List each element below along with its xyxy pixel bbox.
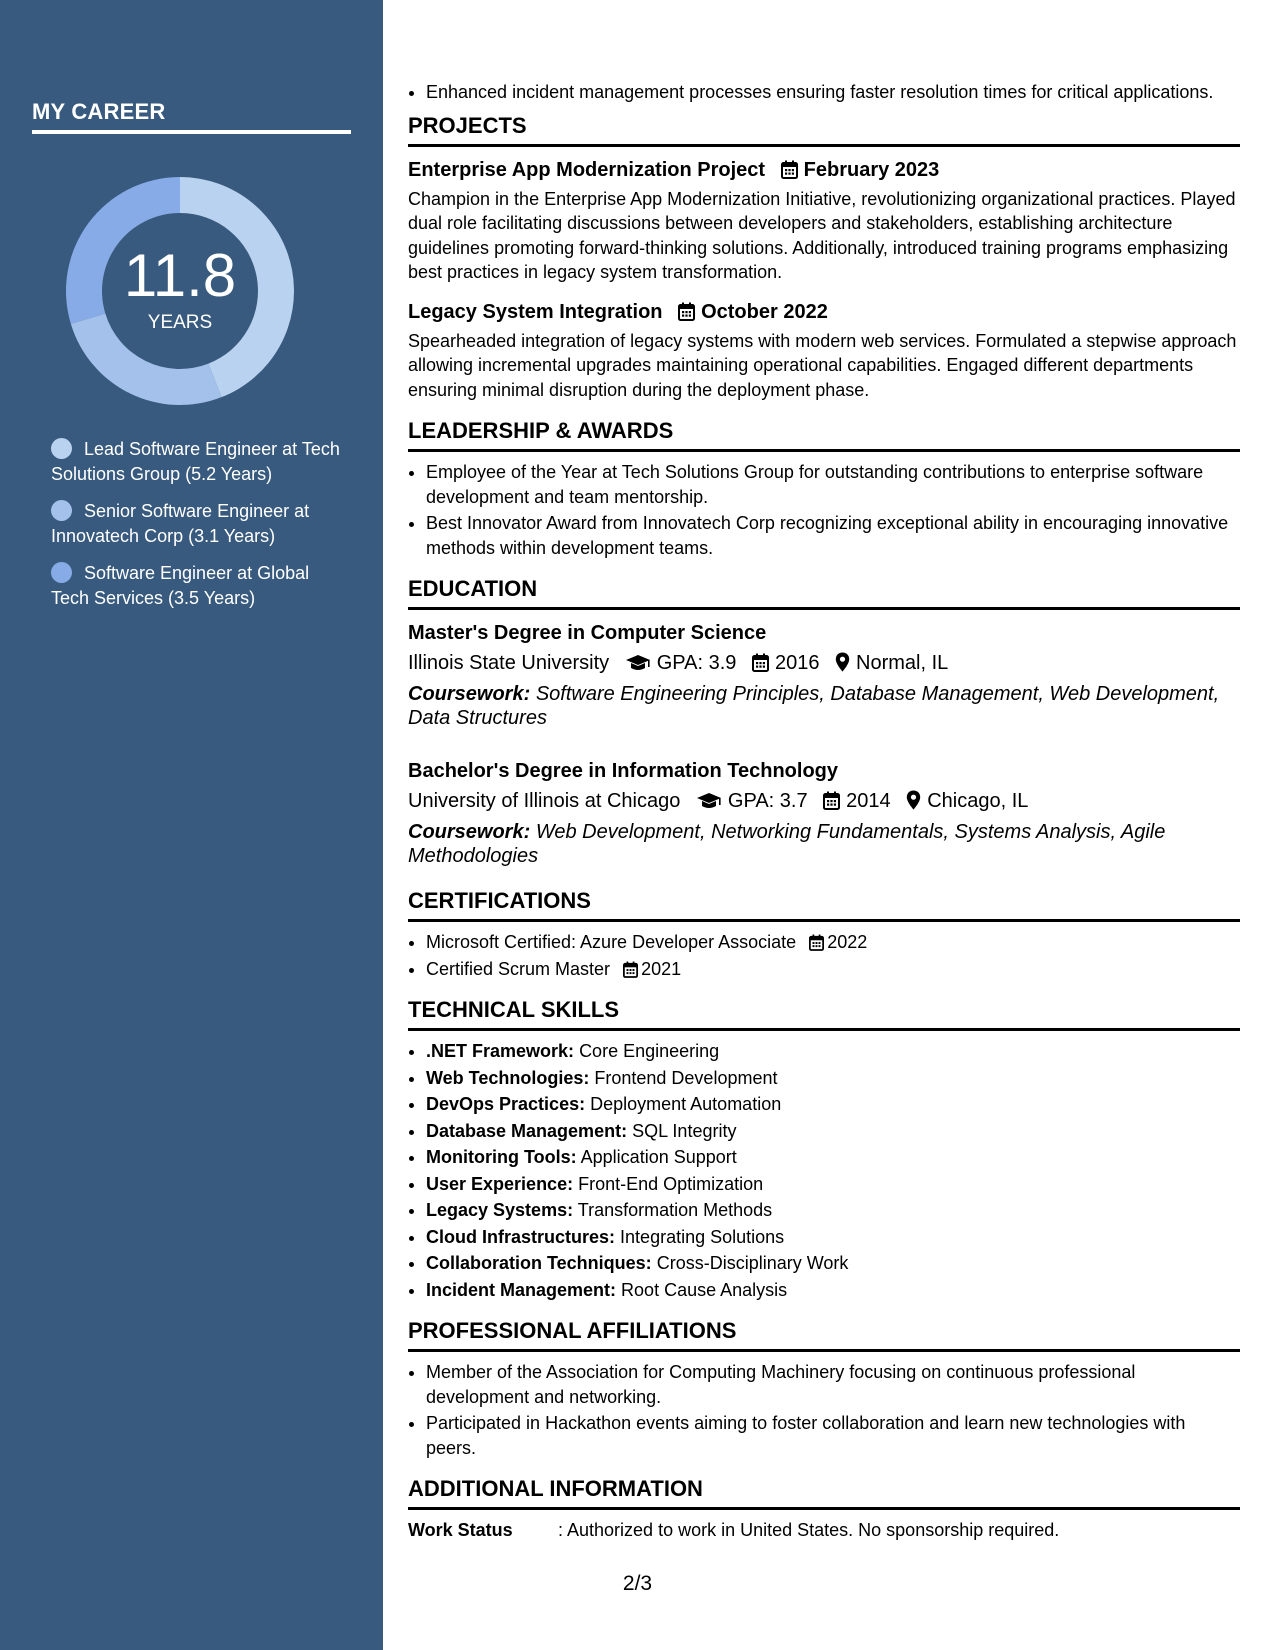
gpa-value: GPA: 3.7: [727, 790, 808, 812]
skill-value: Front-End Optimization: [578, 1173, 764, 1194]
skill-value: Root Cause Analysis: [621, 1279, 788, 1300]
project-date-text: February 2023: [803, 158, 940, 181]
project-description: Spearheaded integration of legacy systems with modern web services. Formulated a stepwise approach allowing incremental upgrades maintaining operational capabilities. Engaged different departments ensuring minimal disruption during the deployment phase.: [408, 330, 1237, 400]
list-item: [426, 1145, 1240, 1170]
list-item: • Enhanced incident management processes ensuring faster resolution times for critical applications.: [426, 80, 1240, 105]
skill-key: .NET Framework:: [426, 1041, 575, 1061]
graduation-cap-icon: [625, 654, 651, 672]
list-item: [426, 1225, 1240, 1250]
section-title-projects: PROJECTS: [408, 113, 1240, 147]
project-date-text: October 2022: [701, 300, 828, 323]
skill-key: Monitoring Tools:: [426, 1147, 577, 1167]
calendar-icon: [809, 934, 824, 951]
calendar-icon: [678, 302, 695, 321]
skill-value: Transformation Methods: [577, 1200, 773, 1220]
skill-key: DevOps Practices:: [426, 1094, 586, 1114]
section-title-certifications: CERTIFICATIONS: [408, 888, 1240, 922]
coursework-text: Web Development, Networking Fundamentals, Systems Analysis, Agile Methodologies: [408, 821, 1166, 867]
project-description: Champion in the Enterprise App Modernization Initiative, revolutionizing organizational practices. Played dual role facilitating discussions between developers and stakeholders, establishing architecture guidelines promoting forward-thinking solutions. Additionally, introduced training programs emphasizing best practices in legacy system transformation.: [408, 188, 1236, 282]
project-name: Enterprise App Modernization Project: [408, 158, 766, 181]
skill-value: Deployment Automation: [590, 1094, 782, 1114]
work-status-label: Work Status: [408, 1520, 513, 1540]
certification-name: Microsoft Certified: Azure Developer Associate: [426, 932, 797, 952]
certification-name: Certified Scrum Master: [426, 958, 611, 979]
coursework-label: Coursework:: [408, 683, 531, 705]
section-title-additional: ADDITIONAL INFORMATION: [408, 1476, 1240, 1510]
skill-key: Legacy Systems:: [426, 1200, 574, 1220]
list-item: • Participated in Hackathon events aiming to foster collaboration and learn new technologies with peers.: [426, 1411, 1240, 1460]
career-legend-item: [51, 561, 341, 611]
list-item: [426, 930, 1240, 955]
career-legend-item: [51, 437, 341, 487]
calendar-icon: [752, 653, 769, 672]
coursework-text: Software Engineering Principles, Database Management, Web Development, Data Structures: [408, 683, 1220, 729]
affiliations-list: [408, 1360, 1240, 1460]
career-legend-label: Senior Software Engineer at Innovatech Corp (3.1 Years): [51, 501, 310, 546]
career-legend-item: [51, 499, 341, 549]
career-title: MY CAREER: [32, 99, 166, 124]
skill-key: User Experience:: [426, 1173, 574, 1194]
skill-key: Database Management:: [426, 1120, 628, 1141]
experience-tail-list: [408, 80, 1240, 105]
school-name: University of Illinois at Chicago: [408, 790, 681, 812]
map-pin-icon: [835, 652, 850, 672]
work-status-value: : Authorized to work in United States. No sponsorship required.: [558, 1520, 1060, 1540]
section-title-education: EDUCATION: [408, 576, 1240, 610]
skill-value: Cross-Disciplinary Work: [656, 1253, 849, 1273]
list-item: [426, 1066, 1240, 1091]
skills-list: [408, 1039, 1240, 1302]
career-legend-label: Software Engineer at Global Tech Services (3.5 Years): [51, 563, 310, 608]
work-status-row: [408, 1518, 1240, 1543]
certification-year: 2021: [641, 958, 682, 979]
legend-dot: [51, 438, 72, 459]
education-details: [408, 650, 1240, 676]
skill-key: Web Technologies:: [426, 1067, 590, 1088]
career-title-rule: [32, 130, 351, 134]
list-item: • Member of the Association for Computing Machinery focusing on continuous professional development and networking.: [426, 1360, 1240, 1409]
school-name: Illinois State University: [408, 652, 610, 674]
list-item: [426, 1251, 1240, 1276]
skill-key: Collaboration Techniques:: [426, 1253, 652, 1273]
skill-value: Application Support: [580, 1147, 737, 1167]
page-number: 2/3: [622, 1572, 653, 1595]
list-item: [426, 1278, 1240, 1303]
coursework: [408, 682, 1240, 730]
leadership-list: [408, 460, 1240, 560]
list-item: • Employee of the Year at Tech Solutions Group for outstanding contributions to enterprise software development and team mentorship.: [426, 460, 1240, 509]
career-legend: [51, 437, 341, 623]
skill-key: Cloud Infrastructures:: [426, 1226, 616, 1247]
legend-dot: [51, 500, 72, 521]
calendar-icon: [623, 961, 638, 978]
total-years-unit: YEARS: [147, 312, 213, 333]
total-years-value: 11.8: [123, 242, 237, 309]
gpa-value: GPA: 3.9: [656, 652, 737, 674]
education-details: [408, 788, 1240, 814]
school-location: Chicago, IL: [927, 790, 1029, 812]
school-location: Normal, IL: [856, 652, 949, 674]
list-item: [426, 1039, 1240, 1064]
project-name: Legacy System Integration: [408, 300, 663, 323]
list-item: [426, 957, 1240, 982]
project-date: [781, 159, 940, 181]
section-title-skills: TECHNICAL SKILLS: [408, 997, 1240, 1031]
calendar-icon: [823, 791, 840, 810]
skill-value: Frontend Development: [594, 1067, 778, 1088]
coursework: [408, 820, 1240, 868]
project-date: [678, 301, 828, 323]
list-item: [426, 1119, 1240, 1144]
graduation-year: 2016: [774, 652, 820, 674]
sidebar: [0, 0, 383, 1650]
degree-title: Master's Degree in Computer Science: [408, 622, 767, 644]
section-title-leadership: LEADERSHIP & AWARDS: [408, 418, 1240, 452]
list-item: [426, 1092, 1240, 1117]
skill-value: SQL Integrity: [632, 1120, 737, 1141]
skill-value: Integrating Solutions: [620, 1226, 785, 1247]
calendar-icon: [781, 160, 798, 179]
list-item: [426, 1172, 1240, 1197]
graduation-cap-icon: [696, 792, 722, 810]
skill-value: Core Engineering: [579, 1041, 720, 1061]
project-heading: [408, 157, 1240, 183]
degree-title: Bachelor's Degree in Information Technology: [408, 760, 839, 782]
graduation-year: 2014: [846, 790, 891, 812]
certifications-list: [408, 930, 1240, 981]
skill-key: Incident Management:: [426, 1279, 617, 1300]
section-title-affiliations: PROFESSIONAL AFFILIATIONS: [408, 1318, 1240, 1352]
main-content: [408, 80, 1240, 1543]
project-heading: [408, 299, 1240, 325]
list-item: [426, 1198, 1240, 1223]
map-pin-icon: [906, 790, 921, 810]
career-legend-label: Lead Software Engineer at Tech Solutions Group (5.2 Years): [51, 439, 340, 484]
certification-year: 2022: [827, 932, 868, 952]
legend-dot: [51, 562, 72, 583]
coursework-label: Coursework:: [408, 821, 531, 843]
list-item: • Best Innovator Award from Innovatech Corp recognizing exceptional ability in encouraging innovative methods within development teams.: [426, 511, 1240, 560]
